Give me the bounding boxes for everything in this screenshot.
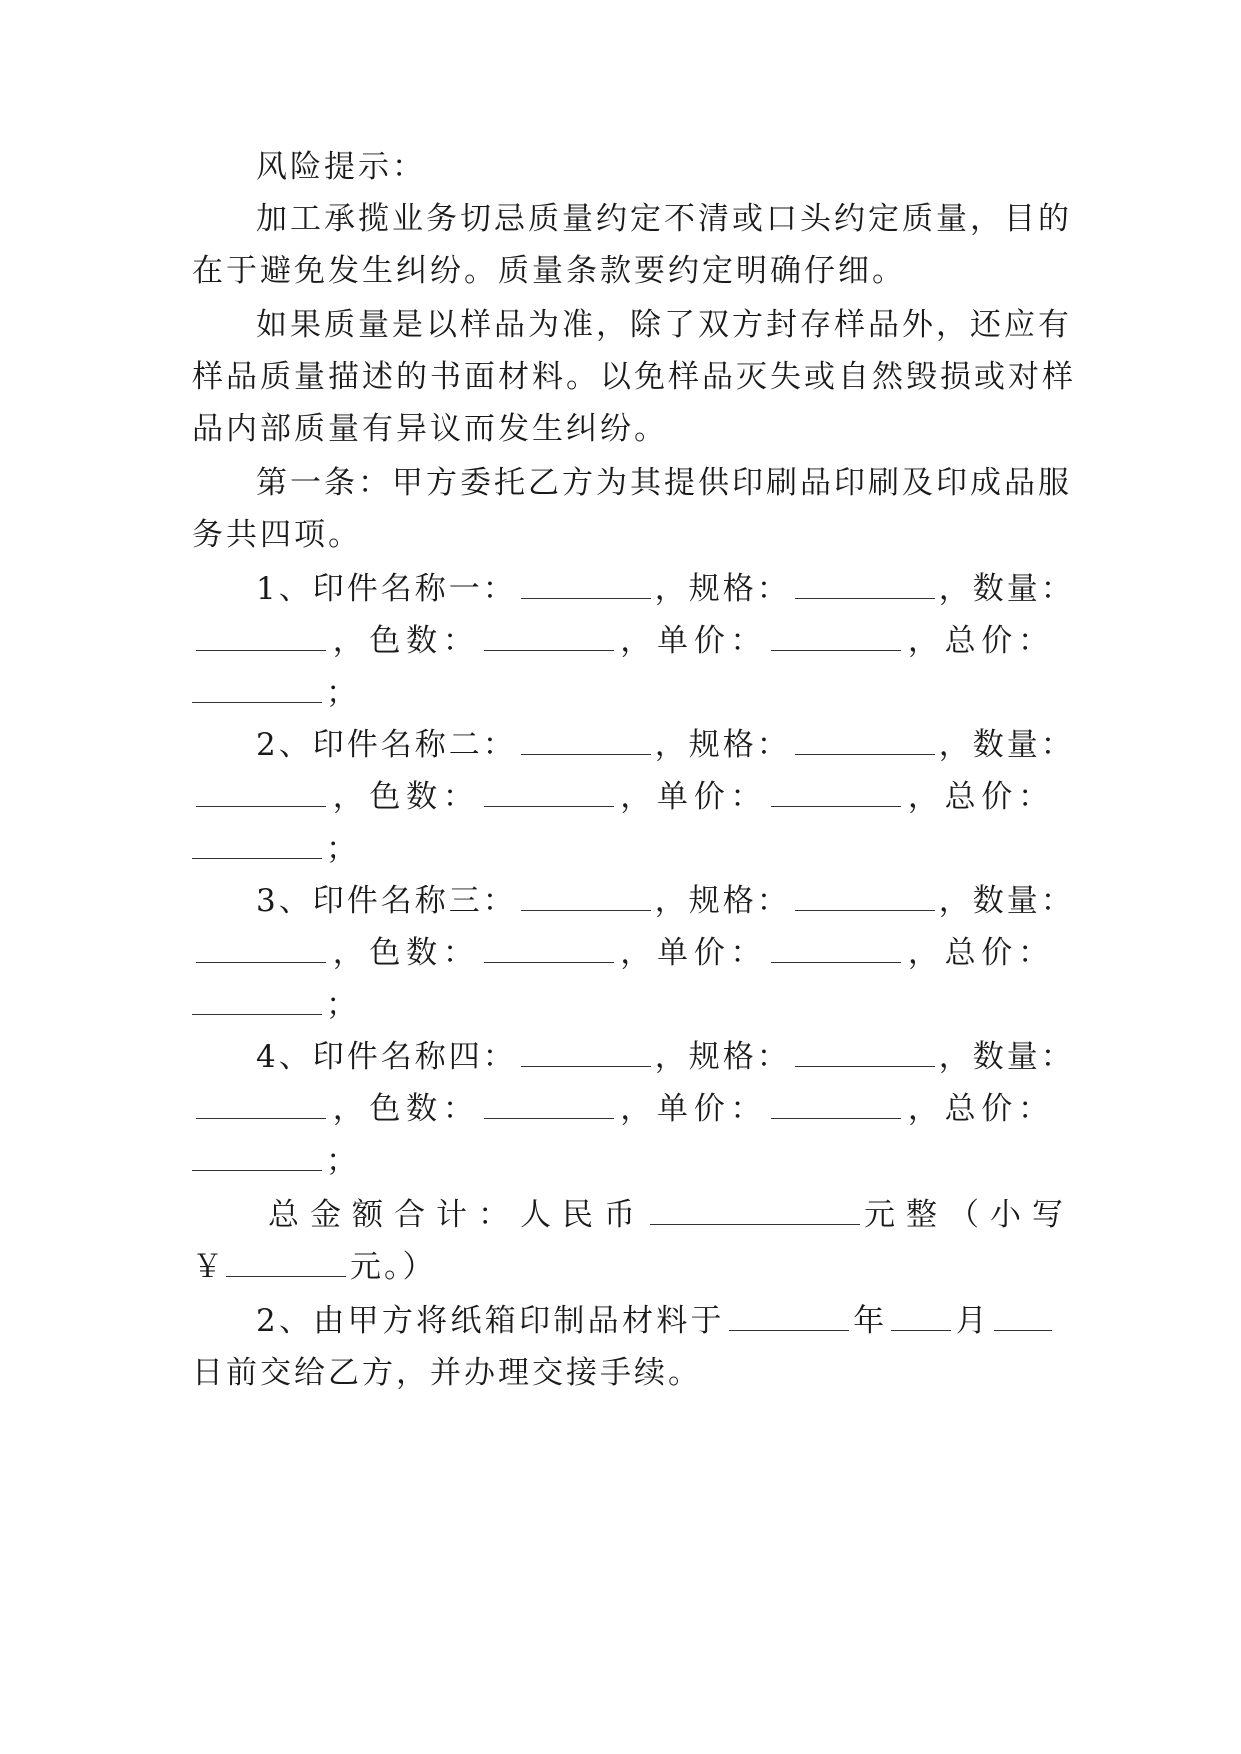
- item-4-spec-blank[interactable]: [795, 1040, 935, 1067]
- item-4-line-2: [192, 1089, 1052, 1129]
- total-amount-rmb-blank[interactable]: [650, 1198, 860, 1225]
- item-3-line-3: [192, 985, 1052, 1025]
- item-1-total-blank[interactable]: [192, 676, 322, 703]
- item-1-spec-label: ，规格：: [654, 571, 791, 607]
- item-1-line-2: [192, 621, 1052, 661]
- item-2-line-3: [192, 829, 1052, 869]
- item-1-qty-label: ，数量：: [938, 571, 1075, 607]
- item-1-total-label: ，总价：: [905, 623, 1053, 659]
- item-2-line-2: [192, 777, 1052, 817]
- item-4-colors-blank[interactable]: [484, 1092, 614, 1119]
- item-1-spec-blank[interactable]: [795, 572, 935, 599]
- item-3-line-2: [192, 933, 1052, 973]
- item-2-colors-label: ，色数：: [330, 779, 480, 815]
- risk-paragraph-2-line-3: 品内部质量有异议而发生纠纷。: [192, 411, 668, 447]
- item-4-end: ；: [326, 1143, 360, 1179]
- item-3-qty-label: ，数量：: [938, 883, 1075, 919]
- item-4-colors-label: ，色数：: [330, 1091, 480, 1127]
- item-2-qty-label: ，数量：: [938, 727, 1075, 763]
- item-3-qty-blank[interactable]: [196, 936, 326, 963]
- risk-paragraph-1-line-1: 加工承揽业务切忌质量约定不清或口头约定质量，目的: [256, 201, 1072, 237]
- article-1-line-2: 务共四项。: [192, 517, 362, 553]
- item-1-colors-blank[interactable]: [484, 624, 614, 651]
- total-amount-label: 总金额合计：人民币: [268, 1197, 646, 1233]
- item-4-qty-label: ，数量：: [938, 1039, 1075, 1075]
- delivery-line-1: [256, 1301, 1052, 1341]
- item-2-name-blank[interactable]: [521, 728, 651, 755]
- item-3-total-label: ，总价：: [905, 935, 1053, 971]
- item-2-spec-blank[interactable]: [795, 728, 935, 755]
- item-3-colors-label: ，色数：: [330, 935, 480, 971]
- total-amount-close: 元。）: [350, 1249, 437, 1285]
- item-4-name-blank[interactable]: [521, 1040, 651, 1067]
- item-2-qty-blank[interactable]: [196, 780, 326, 807]
- item-2-total-label: ，总价：: [905, 779, 1053, 815]
- item-3-end: ；: [326, 987, 360, 1023]
- article-1-line-1: 第一条：甲方委托乙方为其提供印刷品印刷及印成品服: [256, 465, 1072, 501]
- item-4-qty-blank[interactable]: [196, 1092, 326, 1119]
- item-3-label: 3、印件名称三：: [256, 883, 517, 919]
- item-1-qty-blank[interactable]: [196, 624, 326, 651]
- item-1-unit-price-label: ，单价：: [617, 623, 768, 659]
- item-3-unit-price-label: ，单价：: [617, 935, 768, 971]
- item-4-spec-label: ，规格：: [654, 1039, 791, 1075]
- item-1-name-blank[interactable]: [521, 572, 651, 599]
- item-3-colors-blank[interactable]: [484, 936, 614, 963]
- risk-paragraph-1-line-2: 在于避免发生纠纷。质量条款要约定明确仔细。: [192, 253, 906, 289]
- item-2-spec-label: ，规格：: [654, 727, 791, 763]
- delivery-text: 2、由甲方将纸箱印制品材料于: [256, 1303, 725, 1339]
- delivery-line-2: 日前交给乙方，并办理交接手续。: [192, 1355, 702, 1391]
- item-3-unit-price-blank[interactable]: [771, 936, 901, 963]
- delivery-year-label: 年: [852, 1303, 888, 1339]
- item-2-end: ；: [326, 831, 360, 867]
- item-3-spec-blank[interactable]: [795, 884, 935, 911]
- item-1-label: 1、印件名称一：: [256, 571, 517, 607]
- item-4-unit-price-blank[interactable]: [771, 1092, 901, 1119]
- total-amount-line-1: [268, 1195, 1074, 1235]
- delivery-month-label: 月: [955, 1303, 991, 1339]
- item-3-line-1: [256, 881, 1075, 921]
- item-3-name-blank[interactable]: [521, 884, 651, 911]
- risk-heading: 风险提示：: [256, 149, 426, 185]
- item-2-colors-blank[interactable]: [484, 780, 614, 807]
- item-1-line-1: [256, 569, 1075, 609]
- item-4-total-blank[interactable]: [192, 1144, 322, 1171]
- item-3-total-blank[interactable]: [192, 988, 322, 1015]
- risk-paragraph-2-line-2: 样品质量描述的书面材料。以免样品灭失或自然毁损或对样: [192, 359, 1076, 395]
- item-4-unit-price-label: ，单价：: [617, 1091, 768, 1127]
- item-2-line-1: [256, 725, 1075, 765]
- total-amount-figure-blank[interactable]: [226, 1250, 346, 1277]
- item-1-end: ；: [326, 675, 360, 711]
- item-3-spec-label: ，规格：: [654, 883, 791, 919]
- item-4-total-label: ，总价：: [905, 1091, 1053, 1127]
- yuan-symbol: ￥: [192, 1249, 226, 1285]
- delivery-day-blank[interactable]: [994, 1304, 1052, 1331]
- risk-paragraph-2-line-1: 如果质量是以样品为准，除了双方封存样品外，还应有: [256, 307, 1072, 343]
- item-4-line-1: [256, 1037, 1075, 1077]
- item-4-label: 4、印件名称四：: [256, 1039, 517, 1075]
- item-1-colors-label: ，色数：: [330, 623, 480, 659]
- item-2-unit-price-label: ，单价：: [617, 779, 768, 815]
- total-amount-line-2: [192, 1247, 1052, 1287]
- item-2-total-blank[interactable]: [192, 832, 322, 859]
- item-2-unit-price-blank[interactable]: [771, 780, 901, 807]
- item-1-line-3: [192, 673, 1052, 713]
- item-2-label: 2、印件名称二：: [256, 727, 517, 763]
- item-4-line-3: [192, 1141, 1052, 1181]
- delivery-year-blank[interactable]: [729, 1304, 849, 1331]
- item-1-unit-price-blank[interactable]: [771, 624, 901, 651]
- delivery-month-blank[interactable]: [891, 1304, 951, 1331]
- total-amount-suffix: 元整（小写: [864, 1197, 1074, 1233]
